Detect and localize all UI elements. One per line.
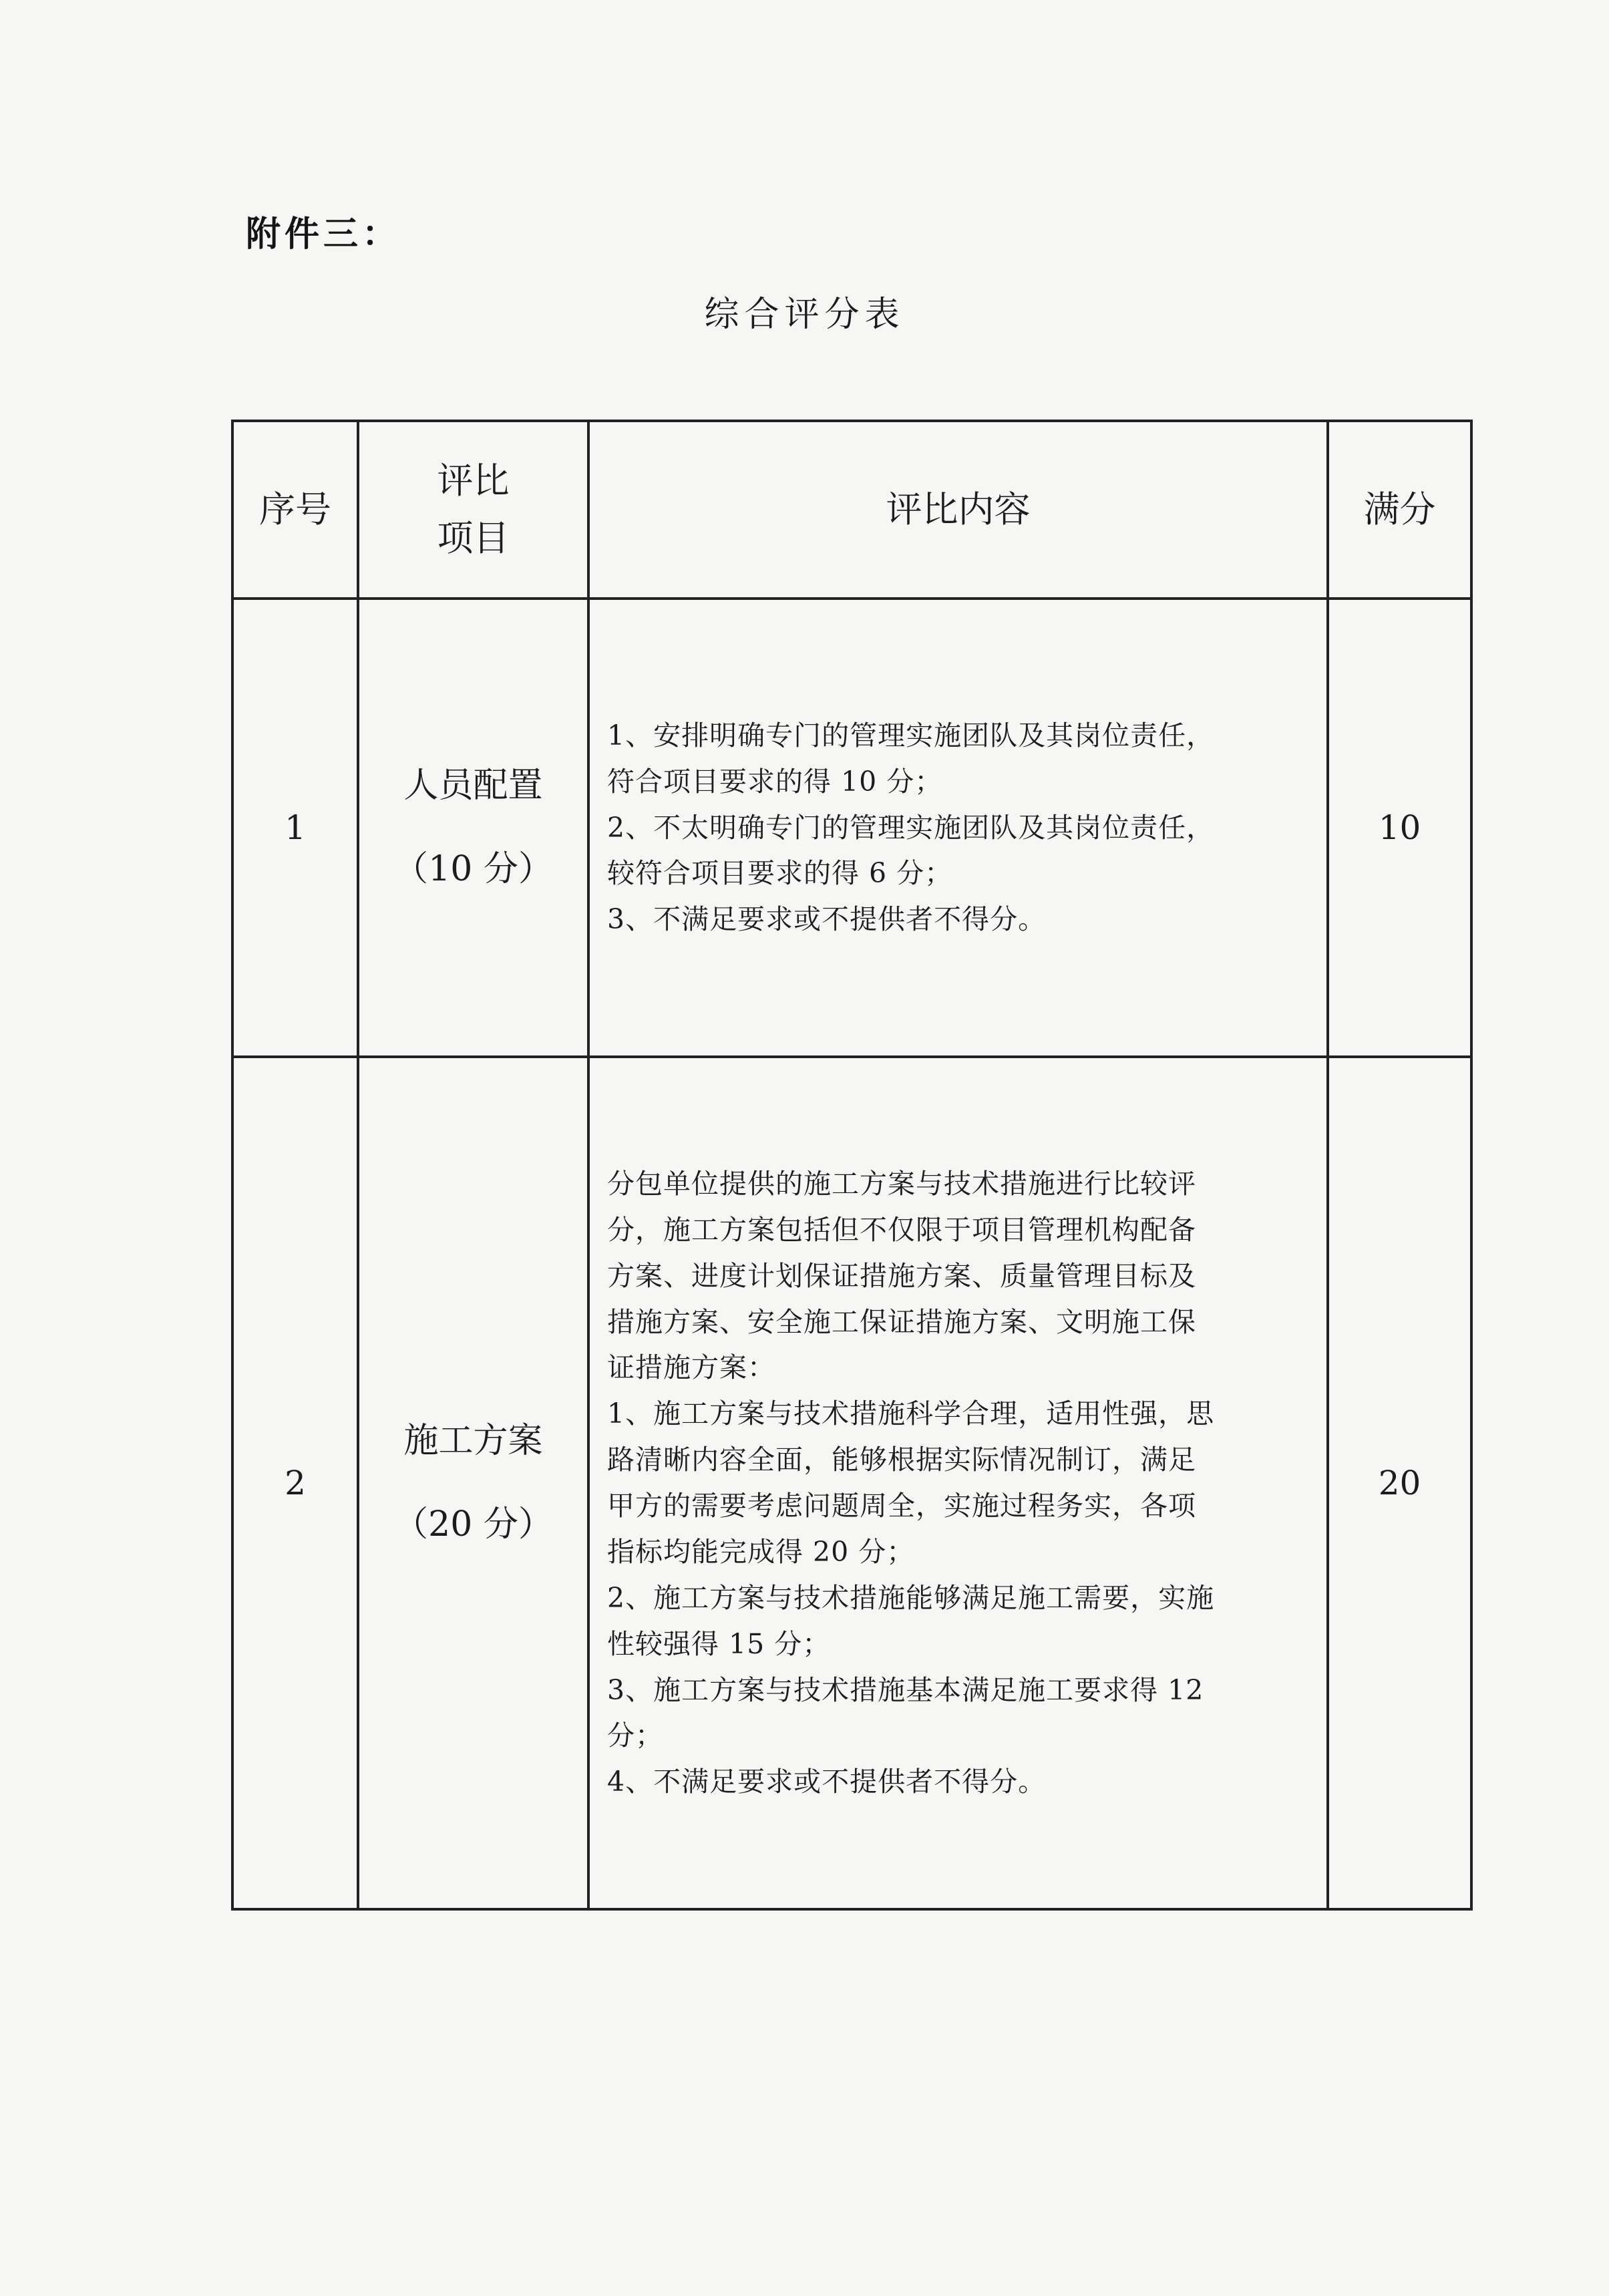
content-line: 路清晰内容全面，能够根据实际情况制订，满足 — [607, 1444, 1196, 1476]
row-score: 10 — [1328, 599, 1471, 1057]
content-line: 1、安排明确专门的管理实施团队及其岗位责任， — [607, 719, 1215, 752]
content-line: 2、施工方案与技术措施能够满足施工需要，实施 — [607, 1581, 1215, 1614]
table-header-row — [232, 421, 1471, 599]
scoring-table — [231, 420, 1473, 1911]
content-line: 符合项目要求的得 10 分； — [607, 765, 943, 798]
header-item-line1: 评比 — [437, 459, 510, 502]
row-item-points: （10 分） — [393, 849, 553, 889]
row-content — [588, 599, 1328, 1057]
row-item — [358, 1057, 588, 1909]
row-item-points: （20 分） — [393, 1504, 553, 1544]
page-title: 综合评分表 — [704, 295, 905, 335]
header-item — [358, 421, 588, 599]
content-line: 4、不满足要求或不提供者不得分。 — [607, 1766, 1047, 1798]
content-line: 2、不太明确专门的管理实施团队及其岗位责任， — [607, 811, 1215, 844]
row-seq: 1 — [232, 599, 358, 1057]
content-line: 较符合项目要求的得 6 分； — [607, 857, 953, 890]
content-line: 3、施工方案与技术措施基本满足施工要求得 12 — [607, 1673, 1204, 1706]
row-score: 20 — [1328, 1057, 1471, 1909]
content-line: 甲方的需要考虑问题周全，实施过程务实，各项 — [607, 1490, 1196, 1522]
content-line: 证措施方案： — [607, 1351, 775, 1384]
table-row — [232, 599, 1471, 1057]
content-line: 方案、进度计划保证措施方案、质量管理目标及 — [607, 1259, 1196, 1292]
content-line: 分； — [607, 1719, 663, 1752]
header-score: 满分 — [1328, 421, 1471, 599]
content-line: 性较强得 15 分； — [607, 1627, 831, 1660]
content-line: 分包单位提供的施工方案与技术措施进行比较评 — [607, 1167, 1196, 1200]
row-content — [588, 1057, 1328, 1909]
row-item — [358, 599, 588, 1057]
attachment-label: 附件三： — [246, 214, 401, 255]
header-content: 评比内容 — [588, 421, 1328, 599]
content-line: 3、不满足要求或不提供者不得分。 — [607, 903, 1047, 936]
row-item-name: 施工方案 — [403, 1421, 543, 1462]
row-seq: 2 — [232, 1057, 358, 1909]
table-row — [232, 1057, 1471, 1909]
row-item-name: 人员配置 — [403, 766, 543, 806]
content-line: 措施方案、安全施工保证措施方案、文明施工保 — [607, 1305, 1196, 1338]
content-line: 指标均能完成得 20 分； — [607, 1535, 915, 1568]
content-line: 分，施工方案包括但不仅限于项目管理机构配备 — [607, 1213, 1196, 1246]
header-seq: 序号 — [232, 421, 358, 599]
content-line: 1、施工方案与技术措施科学合理，适用性强，思 — [607, 1398, 1215, 1430]
header-item-line2: 项目 — [437, 517, 510, 559]
